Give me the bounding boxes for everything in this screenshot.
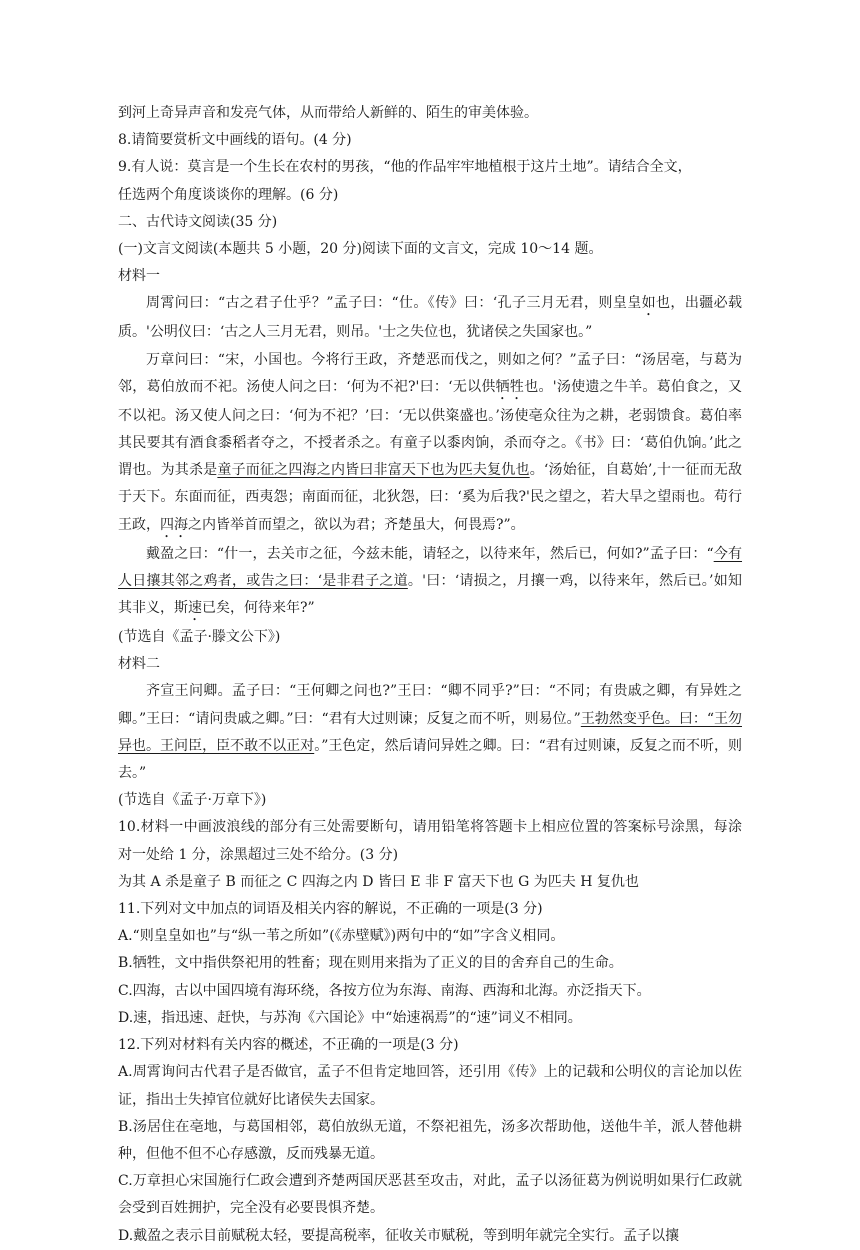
question-12-option-d: D.戴盈之表示目前赋税太轻，要提高税率，征收关市赋税，等到明年就完全实行。孟子以攘 [118,1227,680,1244]
question-11-option-a: A.“则皇皇如也”与“纵一苇之所如”(《赤壁赋》)两句中的“如”字含义相同。 [118,928,565,945]
subsection-heading: (一)文言文阅读(本题共 5 小题，20 分)阅读下面的文言文，完成 10～14 题。 [118,241,603,258]
question-12-option-a: A.周霄询问古代君子是否做官，孟子不但肯定地回答，还引用《传》上的记载和公明仪的言论加以佐证，指出士失掉官位就好比诸侯失去国家。 [118,1064,742,1108]
material-2-para: 齐宣王问卿。孟子曰：“王何卿之问也?”王曰：“卿不同乎?”曰：“不同；有贵戚之卿，有异姓之卿。”王曰：“请问贵戚之卿。”曰：“君有大过则谏；反复之而不听，则易位。”王勃然变乎色。曰：“王勿异也。王问臣，臣不敢不以正对。”王色定，然后请问异姓之卿。曰：“君有过则谏，反复之而不听，则去。” [118,683,742,782]
material-1-para-1: 周霄问曰：“古之君子仕乎？”孟子曰：“仕。《传》曰：‘孔子三月无君，则皇皇如也，出疆必载质。'公明仪曰：‘古之人三月无君，则吊。'士之失位也，犹诸侯之失国家也。” [118,295,743,341]
material-1-label: 材料一 [118,268,160,285]
underlined-sentence-2: 王勃然变乎色。曰：“王勿异也。王问臣，臣不敢不以正对 [118,710,742,754]
question-11-option-b: B.牺牲，文中指供祭祀用的牲畜；现在则用来指为了正义的目的舍弃自己的生命。 [118,955,623,972]
question-12-option-b: B.汤居住在亳地，与葛国相邻，葛伯放纵无道，不祭祀祖先，汤多次帮助他，送他牛羊，派人替他耕种，但他不但不心存感激，反而残暴无道。 [118,1118,742,1162]
dotted-word-su: 速 [188,600,202,617]
material-1-para-3: 戴盈之曰：“什一，去关市之征，今兹未能，请轻之，以待来年，然后已，何如?”孟子曰：“今有人日攘其邻之鸡者，或告之曰：‘是非君子之道。'曰：‘请损之，月攘一鸡，以待来年，然后已。’如知其非义，斯速已矣，何待来年?” [118,545,743,617]
underlined-wavy-passage: 童子而征之四海之内皆曰非富天下也为匹夫复仇也 [217,462,530,479]
source-1: (节选自《孟子·滕文公下》) [118,629,281,646]
material-2-label: 材料二 [118,656,160,673]
question-9: 9.有人说：莫言是一个生长在农村的男孩，“他的作品牢牢地植根于这片土地”。请结合全文， [118,159,692,176]
question-11-option-c: C.四海，古以中国四境有海环绕，各按方位为东海、南海、西海和北海。亦泛指天下。 [118,982,651,999]
dotted-word-sihai: 四海 [160,516,188,533]
material-1-para-2: 万章问曰：“宋，小国也。今将行王政，齐楚恶而伐之，则如之何？”孟子曰：“汤居亳，与葛为邻，葛伯放而不祀。汤使人问之曰：‘何为不祀?'曰：‘无以供牺牲也。'汤使遗之牛羊。葛伯食之，又不以祀。汤又使人问之曰：‘何为不祀？’曰：‘无以供粢盛也。’汤使亳众往为之耕，老弱馈食。葛伯率其民要其有酒食黍稻者夺之，不授者杀之。有童子以黍肉饷，杀而夺之。《书》曰：‘葛伯仇饷。’此之谓也。为其杀是童子而征之四海之内皆曰非富天下也为匹夫复仇也。‘汤始征，自葛始’,十一征而无敌于天下。东面而征，西夷怨；南面而征，北狄怨，曰：‘奚为后我?'民之望之，若大旱之望雨也。苟行王政，四海之内皆举首而望之，欲以为君；齐楚虽大，何畏焉?”。 [118,351,742,533]
question-9-cont: 任选两个角度谈谈你的理解。(6 分) [118,186,339,203]
question-11: 11.下列对文中加点的词语及相关内容的解说，不正确的一项是(3 分) [118,901,543,918]
dotted-word-xisheng: 牺牲 [495,378,525,395]
question-10-options: 为其 A 杀是童子 B 而征之 C 四海之内 D 皆曰 E 非 F 富天下也 G 为匹夫 H 复仇也 [118,873,639,890]
text-line: 到河上奇异声音和发亮气体，从而带给人新鲜的、陌生的审美体验。 [118,105,538,121]
question-8: 8.请简要赏析文中画线的语句。(4 分) [118,132,352,149]
question-12: 12.下列对材料有关内容的概述，不正确的一项是(3 分) [118,1037,459,1054]
question-11-option-d: D.速，指迅速、赶快，与苏洵《六国论》中“始速祸焉”的“速”词义不相同。 [118,1009,582,1026]
dotted-word-ru: 如 [641,295,657,312]
question-12-option-c: C.万章担心宋国施行仁政会遭到齐楚两国厌恶甚至攻击，对此，孟子以汤征葛为例说明如果行仁政就会受到百姓拥护，完全没有必要畏惧齐楚。 [118,1173,742,1217]
underlined-sentence-1: 今有人日攘其邻之鸡者，或告之曰：‘是非君子之道 [118,545,743,589]
section-heading: 二、古代诗文阅读(35 分) [118,213,278,230]
question-10: 10.材料一中画波浪线的部分有三处需要断句，请用铅笔将答题卡上相应位置的答案标号涂黑，每涂对一处给 1 分，涂黑超过三处不给分。(3 分) [118,819,742,863]
source-2: (节选自《孟子·万章下》) [118,792,267,809]
